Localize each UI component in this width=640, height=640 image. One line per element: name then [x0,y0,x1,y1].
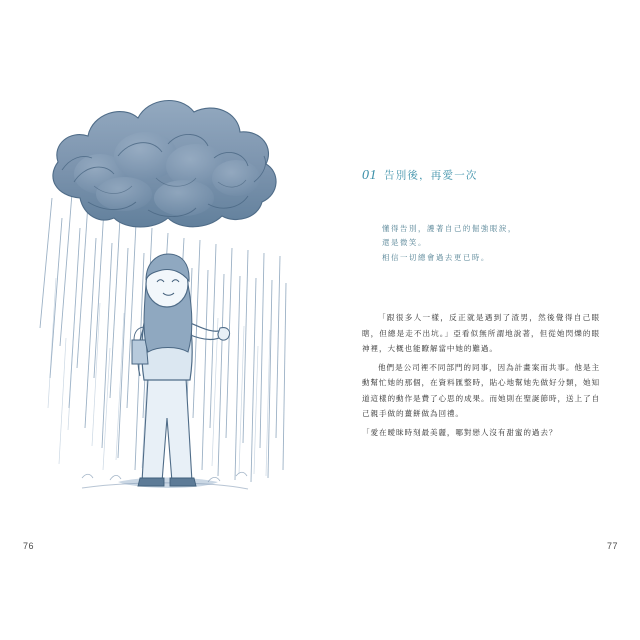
chapter-title: 告別後，再愛一次 [384,169,478,182]
page-number-right: 77 [606,541,618,551]
illustration-girl-in-rain [22,78,294,530]
body-text [362,310,600,444]
epigraph [382,222,594,265]
epigraph-line-3: 相信一切總會過去更已時。 [382,252,490,262]
paragraph-3: 「愛在曖昧時刻最美麗，哪對戀人沒有甜蜜的過去？ [362,427,558,437]
page-number-left: 76 [23,541,35,551]
chapter-heading [362,168,602,184]
chapter-number: 01 [362,168,377,183]
epigraph-line-2: 還是微笑。 [382,238,427,248]
epigraph-line-1: 懂得告別，護著自己的倔強眼淚， [382,224,517,233]
right-page [320,0,640,640]
illustration-svg [22,78,294,530]
paragraph-2: 他們是公司裡不同部門的同事，因為計畫案而共事。他是主動幫忙她的那個，在資料匯整時，貼心地幫她先做好分類，她知道這樣的動作是費了心思的成果。而她則在聖誕節時，送上了自己親手做的薑餅做為回禮。 [362,362,600,419]
paragraph-1: 「跟很多人一樣，反正就是遇到了渣男，然後覺得自己眼瞎，但總是走不出坑。」亞看似無所謂地說著，但從她閃爍的眼神裡，大概也能瞭解當中她的難過。 [362,313,600,354]
